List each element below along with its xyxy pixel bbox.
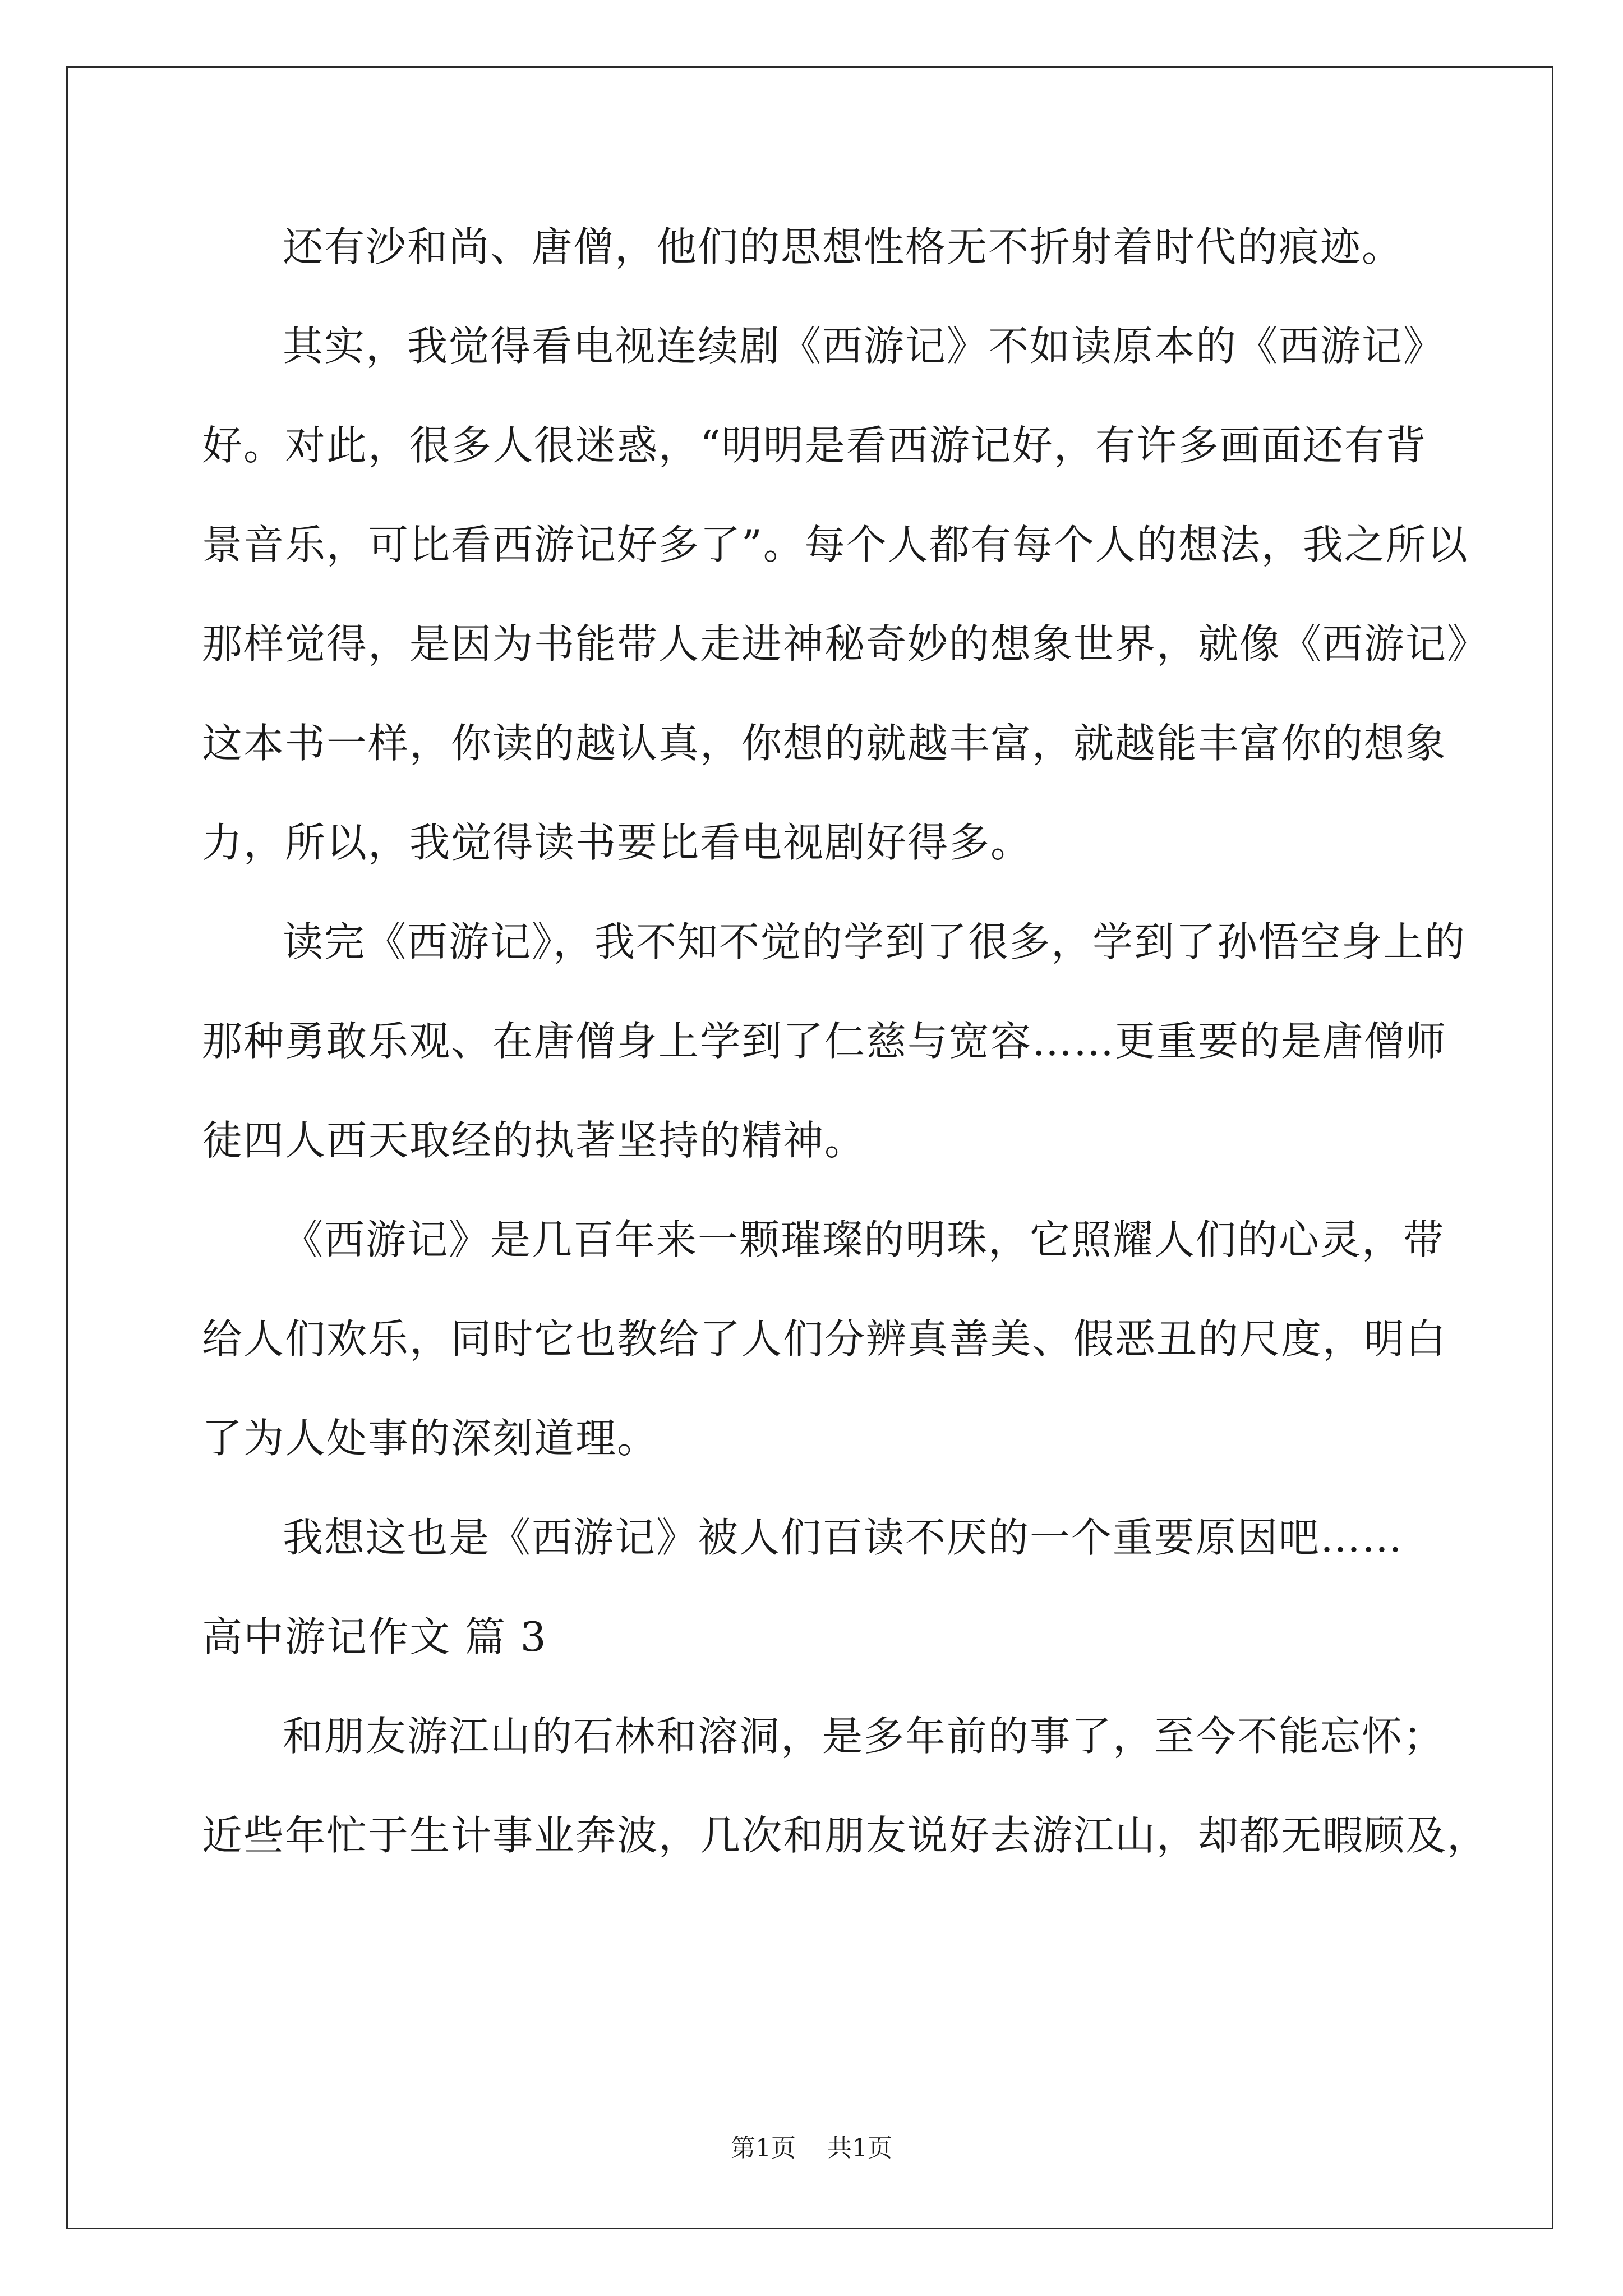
text-line: 我想这也是《西游记》被人们百读不厌的一个重要原因吧……: [283, 1514, 1404, 1561]
text-line: 读完《西游记》，我不知不觉的学到了很多，学到了孙悟空身上的: [283, 918, 1467, 965]
text-line: 《西游记》是几百年来一颗璀璨的明珠，它照耀人们的心灵，带: [283, 1216, 1445, 1263]
text-line: 这本书一样，你读的越认真，你想的就越丰富，就越能丰富你的想象: [202, 720, 1447, 767]
text-line: 给人们欢乐，同时它也教给了人们分辨真善美、假恶丑的尺度，明白: [202, 1315, 1447, 1363]
text-line: 那种勇敢乐观、在唐僧身上学到了仁慈与宽容……更重要的是唐僧师: [202, 1018, 1447, 1065]
text-line: 好。对此，很多人很迷惑，“明明是看西游记好，有许多画面还有背: [202, 422, 1427, 469]
page-total: 共1页: [827, 2134, 892, 2162]
text-line: 力，所以，我觉得读书要比看电视剧好得多。: [202, 819, 1032, 866]
text-line: 了为人处事的深刻道理。: [202, 1415, 659, 1462]
text-line: 和朋友游江山的石林和溶洞，是多年前的事了，至今不能忘怀；: [283, 1713, 1445, 1760]
page-number: 第1页: [731, 2134, 796, 2162]
text-line: 徒四人西天取经的执著坚持的精神。: [202, 1117, 866, 1164]
page-footer: [0, 2132, 1623, 2165]
text-line: 还有沙和尚、唐僧，他们的思想性格无不折射着时代的痕迹。: [283, 223, 1404, 270]
text-line: 景音乐，可比看西游记好多了”。每个人都有每个人的想法，我之所以: [202, 521, 1469, 568]
text-line: 那样觉得，是因为书能带人走进神秘奇妙的想象世界，就像《西游记》: [202, 620, 1489, 668]
section-heading: 高中游记作文 篇 3: [202, 1613, 547, 1660]
text-line: 近些年忙于生计事业奔波，几次和朋友说好去游江山，却都无暇顾及，: [202, 1812, 1489, 1859]
text-line: 其实，我觉得看电视连续剧《西游记》不如读原本的《西游记》: [283, 323, 1445, 370]
